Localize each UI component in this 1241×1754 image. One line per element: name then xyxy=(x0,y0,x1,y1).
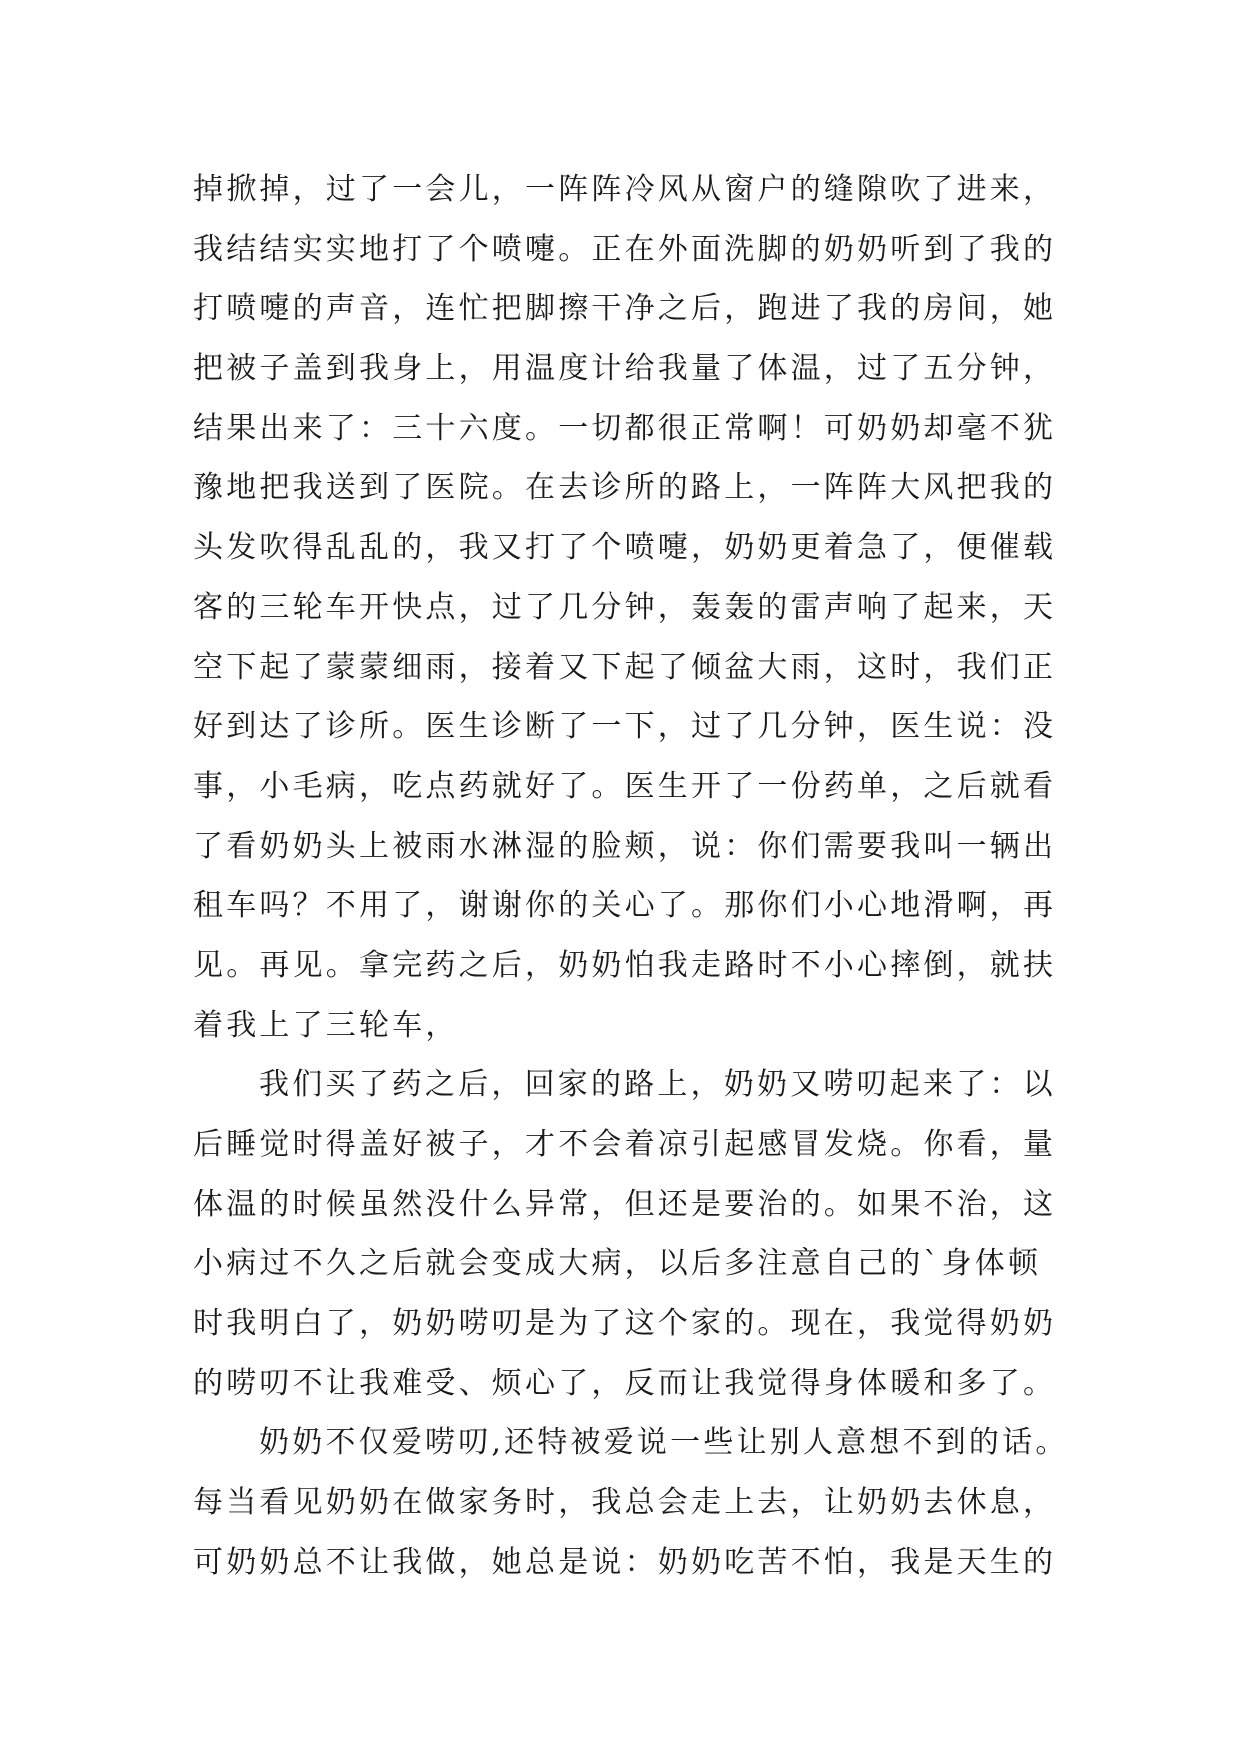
text-line: 头发吹得乱乱的，我又打了个喷嚏，奶奶更着急了，便催载 xyxy=(193,530,1057,566)
paragraph-first-line: 我们买了药之后，回家的路上，奶奶又唠叨起来了：以 xyxy=(259,1067,1056,1103)
text-line: 豫地把我送到了医院。在去诊所的路上，一阵阵大风把我的 xyxy=(193,470,1057,506)
text-line: 的唠叨不让我难受、烦心了，反而让我觉得身体暖和多了。 xyxy=(193,1365,1057,1401)
text-line: 着我上了三轮车， xyxy=(193,1007,459,1043)
text-line: 可奶奶总不让我做，她总是说：奶奶吃苦不怕，我是天生的 xyxy=(193,1544,1057,1580)
text-line: 了看奶奶头上被雨水淋湿的脸颊，说：你们需要我叫一辆出 xyxy=(193,828,1057,864)
paragraph-first-line: 奶奶不仅爱唠叨,还特被爱说一些让别人意想不到的话。 xyxy=(259,1425,1069,1461)
text-line: 我结结实实地打了个喷嚏。正在外面洗脚的奶奶听到了我的 xyxy=(193,231,1057,267)
text-line: 把被子盖到我身上，用温度计给我量了体温，过了五分钟， xyxy=(193,351,1057,387)
text-line: 结果出来了：三十六度。一切都很正常啊！可奶奶却毫不犹 xyxy=(193,410,1057,446)
text-line: 体温的时候虽然没什么异常，但还是要治的。如果不治，这 xyxy=(193,1186,1057,1222)
text-line: 客的三轮车开快点，过了几分钟，轰轰的雷声响了起来，天 xyxy=(193,589,1057,625)
text-line: 掉掀掉，过了一会儿，一阵阵冷风从窗户的缝隙吹了进来， xyxy=(193,172,1057,207)
text-line: 见。再见。拿完药之后，奶奶怕我走路时不小心摔倒，就扶 xyxy=(193,947,1057,983)
text-line: 每当看见奶奶在做家务时，我总会走上去，让奶奶去休息， xyxy=(193,1485,1057,1521)
text-line: 时我明白了，奶奶唠叨是为了这个家的。现在，我觉得奶奶 xyxy=(193,1306,1057,1342)
body-text xyxy=(193,160,1073,1593)
text-line: 空下起了蒙蒙细雨，接着又下起了倾盆大雨，这时，我们正 xyxy=(193,649,1057,685)
text-line: 小病过不久之后就会变成大病，以后多注意自己的`身体顿 xyxy=(193,1246,1042,1282)
text-line: 打喷嚏的声音，连忙把脚擦干净之后，跑进了我的房间，她 xyxy=(193,291,1057,327)
text-line: 好到达了诊所。医生诊断了一下，过了几分钟，医生说：没 xyxy=(193,709,1057,745)
text-line: 事，小毛病，吃点药就好了。医生开了一份药单，之后就看 xyxy=(193,768,1057,804)
text-line: 后睡觉时得盖好被子，才不会着凉引起感冒发烧。你看，量 xyxy=(193,1127,1057,1162)
text-line: 租车吗？不用了，谢谢你的关心了。那你们小心地滑啊，再 xyxy=(193,888,1057,924)
